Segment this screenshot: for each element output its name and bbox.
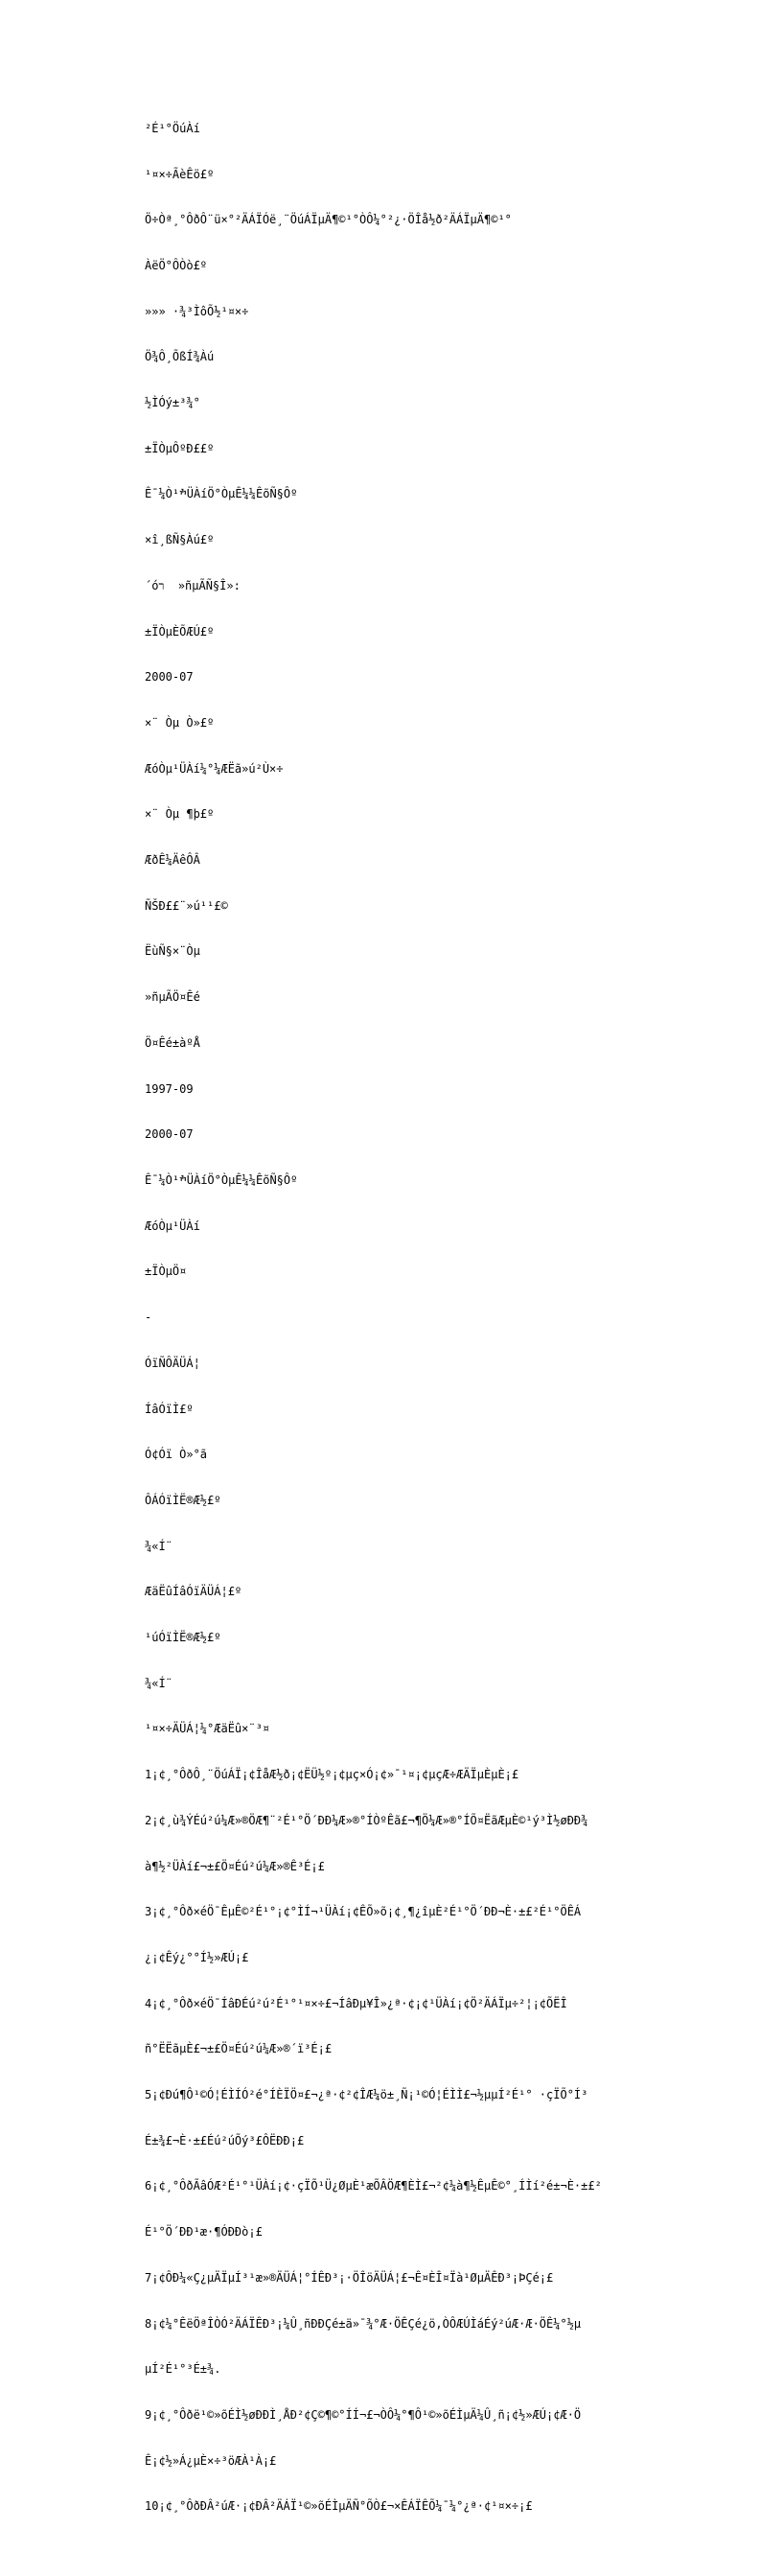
text-line: 2000-07 [145, 1127, 194, 1142]
text-line: à¶½²ÜÀí£¬±£Ö¤Éú²ú¼Æ»®Ê³É¡£ [145, 1859, 325, 1873]
text-line: ÑŠÐ££¨»ú¹¹£© [145, 898, 228, 913]
text-line: ÀëÖ°ÔÒò£º [145, 258, 208, 272]
text-line: ²É¹°ÖúÀí [145, 121, 200, 135]
text-line: Ö¤Êé±àºÅ [145, 1035, 200, 1050]
text-line: ËùÑ§×¨Òµ [145, 944, 200, 959]
text-line: ¾«Í¨ [145, 1539, 172, 1553]
text-line: ÆäËûÍâÓïÄÜÁ¦£º [145, 1585, 242, 1599]
text-line: 7¡¢ÔÐ¼«Ç¿µÄÏµÍ³¹æ»®ÄÜÁ¦°ÍÊÐ³¡·ÖÎöÄÜÁ¦£¬Ê¤ÈÎ¤Ïà¹ØµÄÊÐ³¡ÞÇé¡£ [145, 2270, 554, 2285]
text-line: 2¡¢¸ù¾ÝÉú²ú¼Æ»®ÖÆ¶¨²É¹°Ö´ÐÐ¼Æ»®°ÍÒºÊã£¬¶Ö¼Æ»®°ÍÕ¤ËãÆµÈ©¹ý³Ì½øÐÐ¾ [145, 1813, 588, 1827]
text-line: 4¡¢¸°Ôð×éÖ¯ÍâÐÉú²ú²É¹°¹¤×÷£¬ÍâÐµ¥Î»¿ª·¢¡¢¹ÜÀí¡¢Ö²ÄÁÏµ÷²¦¡¢ÕËÎ [145, 1996, 567, 2010]
text-line: 10¡¢¸°ÔðÐÂ²úÆ·¡¢ÐÂ²ÄÁÏ¹©»õÉÌµÄÑ°ÕÒ£¬×ÊÁÏÊÕ¼¯¼°¿ª·¢¹¤×÷¡£ [145, 2499, 533, 2514]
resume-text [145, 91, 614, 2576]
text-line: ¹¤×÷ÄÜÁ¦¼°ÆäËû×¨³¤ [145, 1722, 270, 1736]
text-line: 6¡¢¸°ÔðÃâÓÆ²É¹°¹ÜÀí¡¢·çÏÕ¹Ü¿ØµÈ¹æÕÂÖÆ¶ÈÌ£¬²¢¼à¶½ÊµÊ©°¸ÍÌí²é±¬È·±£² [145, 2179, 602, 2193]
text-line: Ê¯¼Òׯ¹ÜÀíÖ°ÒµÊ¼¼ÊõÑ§Ôº [145, 487, 298, 501]
text-line: ¹úÓïÌË®Æ½£º [145, 1631, 221, 1645]
text-line: Ó¢Óï Ò»°ã [145, 1448, 208, 1462]
text-line: 1997-09 [145, 1081, 194, 1096]
text-line: µÍ²É¹°³É±¾. [145, 2362, 221, 2377]
text-line: ´óר »ñµÃÑ§Î»: [145, 578, 241, 592]
text-line: Ö¾Ô¸ÕßÍ¾Àú [145, 350, 215, 364]
text-line: ÓïÑÔÄÜÁ¦ [145, 1356, 200, 1370]
text-line: ±ÏÒµÈÕÆÚ£º [145, 624, 215, 638]
text-line: ×î¸ßÑ§Àú£º [145, 533, 215, 547]
text-line: ¿¡¢Êý¿°°Í½»ÆÚ¡£ [145, 1950, 249, 1964]
text-line: 2000-07 [145, 670, 194, 685]
text-line: ñ°ËËãµÈ£¬±£Ö¤Éú²ú¼Æ»®´ï³É¡£ [145, 2042, 333, 2056]
text-line: ±ÏÒµÔºÐ££º [145, 441, 215, 455]
text-line: - [145, 1311, 152, 1325]
text-line: ±ÏÒµÖ¤ [145, 1265, 187, 1279]
text-line: É±¾£¬È·±£Éú²úÕý³£ÔËÐÐ¡£ [145, 2133, 305, 2147]
text-line: ÔÁÓïÌË®Æ½£º [145, 1493, 221, 1507]
text-line: 9¡¢¸°Ôðë¹©»õÉÌ½øÐÐÌ¸ÅÐ²¢Ç©¶©°ÍÍ¬£¬ÒÔ¼°¶Ô¹©»õÉÌµÄ¼Û¸ñ¡¢½»ÆÚ¡¢Æ·Ö [145, 2407, 582, 2422]
text-line: ÆóÒµ¹ÜÀí¼°¼ÆËã»ú²Ù×÷ [145, 761, 284, 776]
text-line: ×¨ Òµ Ò»£º [145, 715, 215, 730]
text-line: ½ÌÓý±³¾° [145, 396, 200, 410]
text-line: ÍâÓïÌ£º [145, 1402, 194, 1416]
text-line: Ê¡¢½»Á¿µÈ×÷³öÆÀ¹À¡£ [145, 2453, 277, 2468]
text-line: Ê¯¼Òׯ¹ÜÀíÖ°ÒµÊ¼¼ÊõÑ§Ôº [145, 1172, 298, 1187]
text-line: ¹¤×÷ÃèÊö£º [145, 167, 215, 181]
text-line: ¾«Í¨ [145, 1676, 172, 1690]
text-line: ÆóÒµ¹ÜÀí [145, 1218, 200, 1233]
text-line: É¹°Ö´ÐÐ¹æ·¶ÓÐÐò¡£ [145, 2225, 263, 2239]
text-line: ×¨ Òµ ¶þ£º [145, 807, 215, 822]
text-line: 3¡¢¸°Ôð×éÖ¯ÊµÊ©²É¹°¡¢°ÌÍ¬¹ÜÀí¡¢ÊÕ»õ¡¢¸¶¿îµÈ²É¹°Ö´ÐÐ¬È·±£²É¹°ÖÊÁ [145, 1905, 582, 1919]
text-line: 5¡¢Ðú¶Ô¹©Ó¦ÉÌÍÓ²é°ÍÈÏÖ¤£¬¿ª·¢²¢ÎÆ¼ö±¸Ñ¡¹©Ó¦ÉÌÌ£¬½µµÍ²É¹° ·çÏÕ°Í³ [145, 2088, 588, 2102]
text-line: ÆðÊ¼ÄêÔÂ [145, 853, 200, 868]
text-line: 8¡¢¼°ÊëÖªÎÒÓ²ÄÁÏÊÐ³¡¼Û¸ñÐÐÇé±ä»¯¾°Æ·ÖÊÇé¿ö,ÒÔÆÚÌáÉý²úÆ·Æ·ÖÊ¼°½µ [145, 2316, 582, 2331]
text-line [145, 2545, 614, 2561]
text-line: 1¡¢¸°ÔðÔ¸¨ÖúÁÏ¡¢ÎåÆ½ð¡¢ËÜ½º¡¢µç×Ó¡¢»¯¹¤¡¢µçÆ÷ÆÄÏµÈµÈ¡£ [145, 1768, 519, 1782]
text-line: Ö÷Òª¸°ÔðÔ¨ü×°²ÄÁÏÓë¸¨ÖúÁÏµÄ¶©¹°ÒÔ¼°²¿·ÖÎå½ð²ÄÁÏµÄ¶©¹° [145, 213, 512, 227]
text-line: »ñµÃÖ¤Êé [145, 990, 200, 1005]
text-line: »»» ·¾³ÌôÕ½¹¤×÷ [145, 304, 249, 318]
